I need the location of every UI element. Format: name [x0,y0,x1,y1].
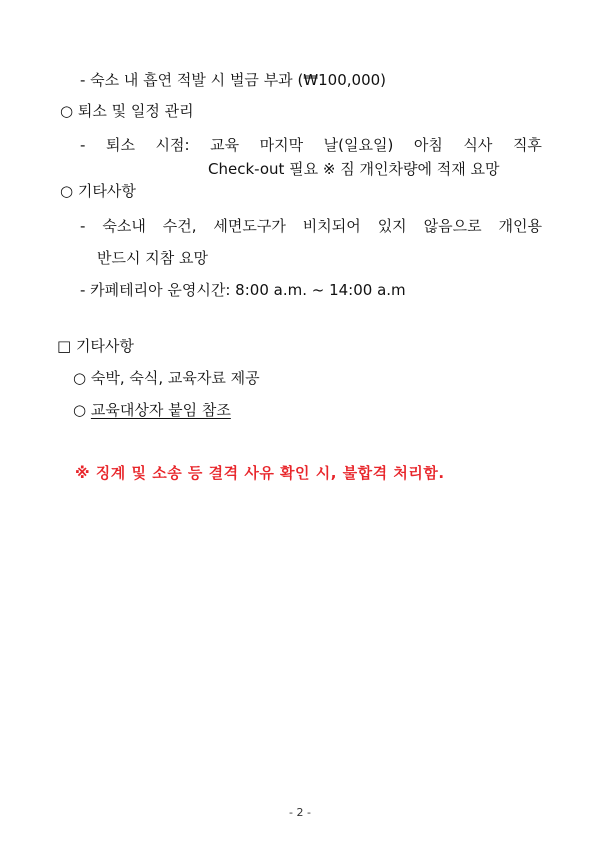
word: 직후 [512,136,542,154]
section-misc: ○ 기타사항 [60,182,136,200]
page-number: - 2 - [289,806,311,819]
disqualification-notice: ※ 징계 및 소송 등 결격 사유 확인 시, 불합격 처리함. [75,464,445,482]
word: 마지막 [259,136,304,154]
word: 개인용 [498,217,542,235]
item-provided: ○ 숙박, 숙식, 교육자료 제공 [73,369,260,387]
word: 숙소내 [102,217,146,235]
word: 있지 [377,217,407,235]
rule-smoking-fine: - 숙소 내 흡연 적발 시 벌금 부과 (₩100,000) [80,71,387,89]
word: 비치되어 [302,217,361,235]
rule-towels [80,216,542,236]
word: 아침 [413,136,443,154]
word: 수건, [162,217,197,235]
word: 세면도구가 [213,217,286,235]
word: 퇴소 [105,136,135,154]
attachment-reference: 교육대상자 붙임 참조 [90,401,231,419]
word: 식사 [463,136,493,154]
rule-towels-continued: 반드시 지참 요망 [97,249,208,267]
section-checkout-schedule: ○ 퇴소 및 일정 관리 [60,102,194,120]
word: - [80,217,86,235]
word: - [80,136,86,154]
rule-checkout-time [80,135,542,155]
rule-cafeteria-hours: - 카페테리아 운영시간: 8:00 a.m. ~ 14:00 a.m [80,281,406,299]
bullet-marker: ○ [73,401,87,419]
word: 교육 [210,136,240,154]
heading-misc: □ 기타사항 [57,337,134,355]
rule-checkout-time-continued: Check-out 필요 ※ 짐 개인차량에 적재 요망 [208,160,500,178]
word: 날(일요일) [323,136,394,154]
item-attachment [73,400,231,420]
word: 않음으로 [423,217,482,235]
word: 시점: [155,136,190,154]
